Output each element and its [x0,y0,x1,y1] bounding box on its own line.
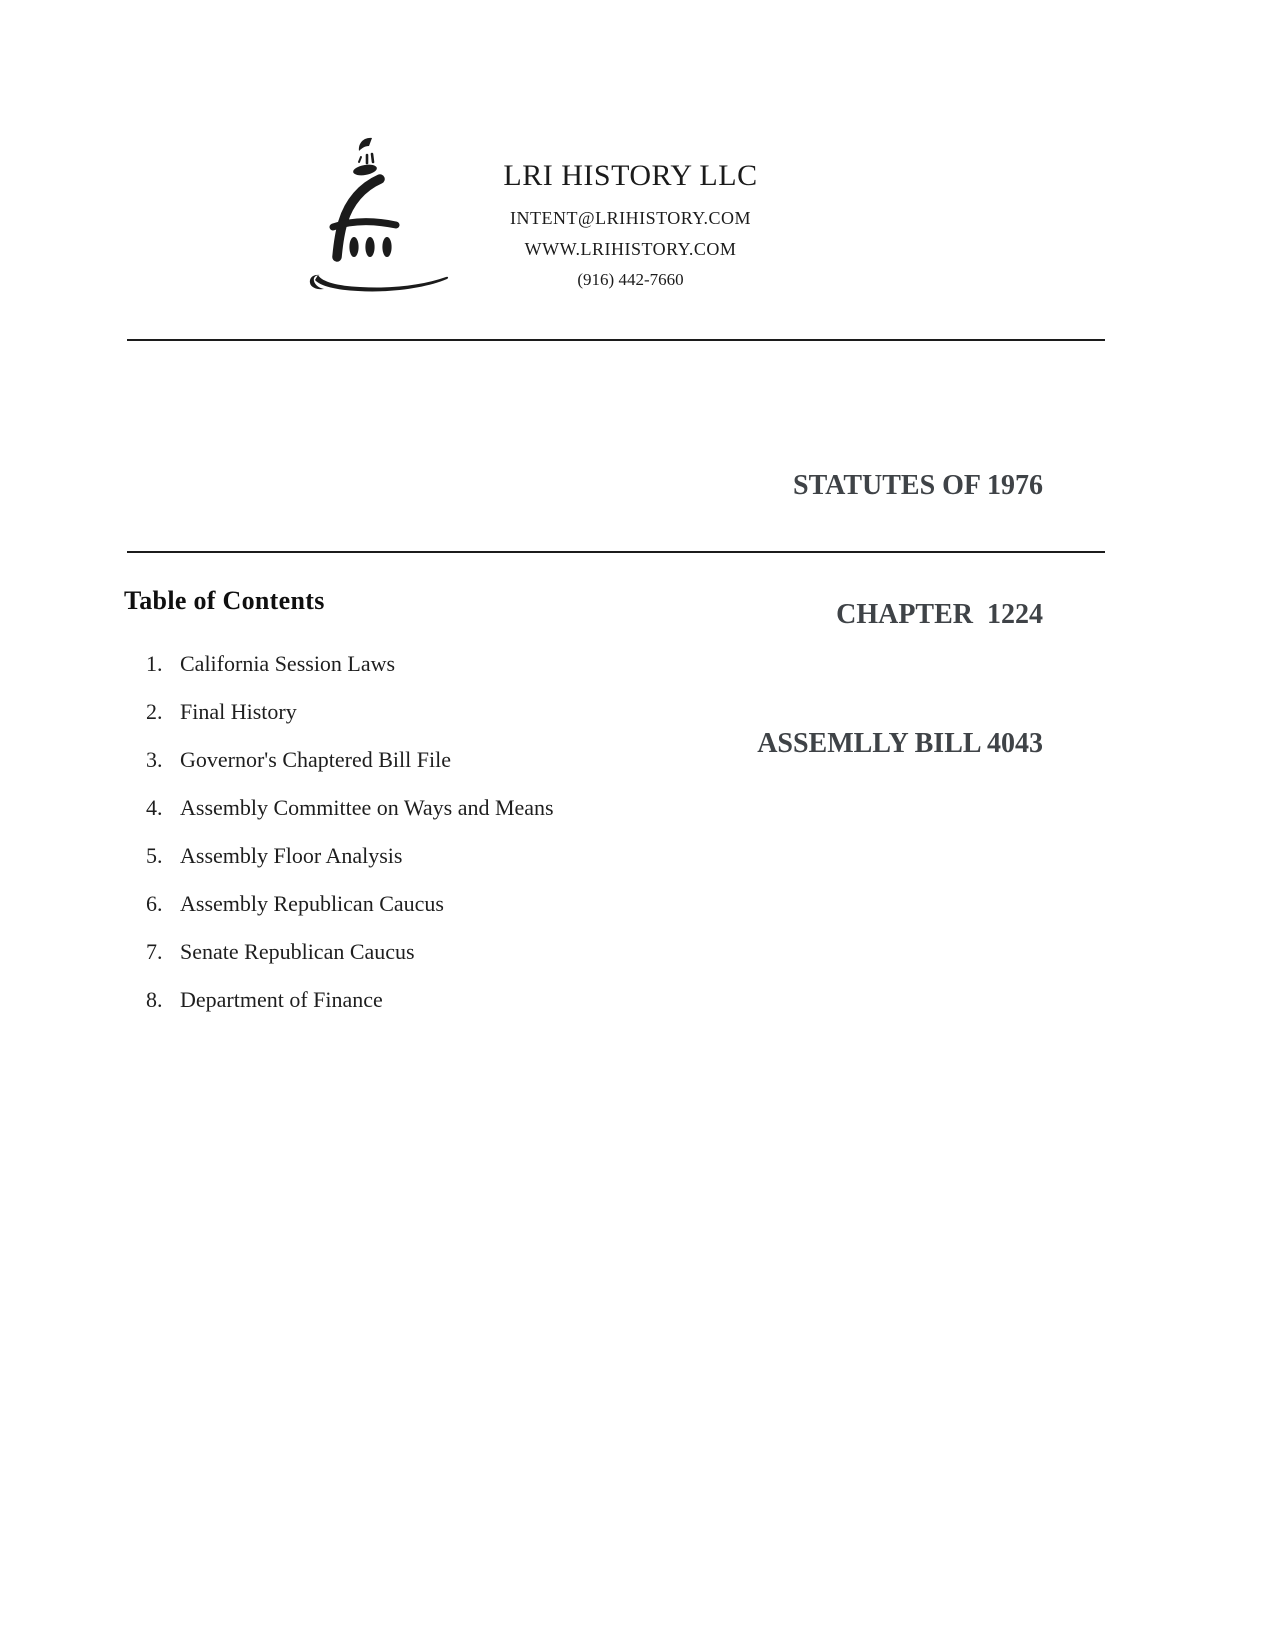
toc-item-number: 2. [146,699,163,724]
toc-item-label: Department of Finance [180,987,383,1012]
toc-item-label: Governor's Chaptered Bill File [180,747,451,772]
toc-list [146,640,554,1024]
toc-item-label: Senate Republican Caucus [180,939,415,964]
company-name: LRI HISTORY LLC [503,159,758,192]
divider-top [127,339,1105,341]
chapter-line: CHAPTER 1224 [836,599,1043,630]
statutes-line: STATUTES OF 1976 [793,470,1043,501]
company-email: INTENT@LRIHISTORY.COM [510,208,751,228]
toc-item-label: Assembly Republican Caucus [180,891,444,916]
toc-item [146,880,554,928]
company-website: WWW.LRIHISTORY.COM [524,239,737,259]
toc-item [146,736,554,784]
toc-item [146,976,554,1024]
toc-item-number: 7. [146,939,163,964]
toc-item-number: 4. [146,795,163,820]
toc-item-number: 3. [146,747,163,772]
toc-item-number: 5. [146,843,163,868]
toc-item [146,832,554,880]
company-phone: (916) 442-7660 [577,270,684,289]
toc-heading: Table of Contents [124,586,325,615]
toc-item [146,784,554,832]
toc-item-label: Final History [180,699,297,724]
toc-item-number: 8. [146,987,163,1012]
toc-item [146,928,554,976]
divider-bottom [127,551,1105,553]
toc-item-label: Assembly Committee on Ways and Means [180,795,554,820]
toc-item-label: California Session Laws [180,651,396,676]
bill-line: ASSEMLLY BILL 4043 [757,728,1043,759]
toc-item-number: 6. [146,891,163,916]
doc-title-block [757,378,1043,851]
toc-item-label: Assembly Floor Analysis [180,843,403,868]
toc-item [146,640,554,688]
toc-item [146,688,554,736]
toc-item-number: 1. [146,651,163,676]
company-block [428,161,833,288]
